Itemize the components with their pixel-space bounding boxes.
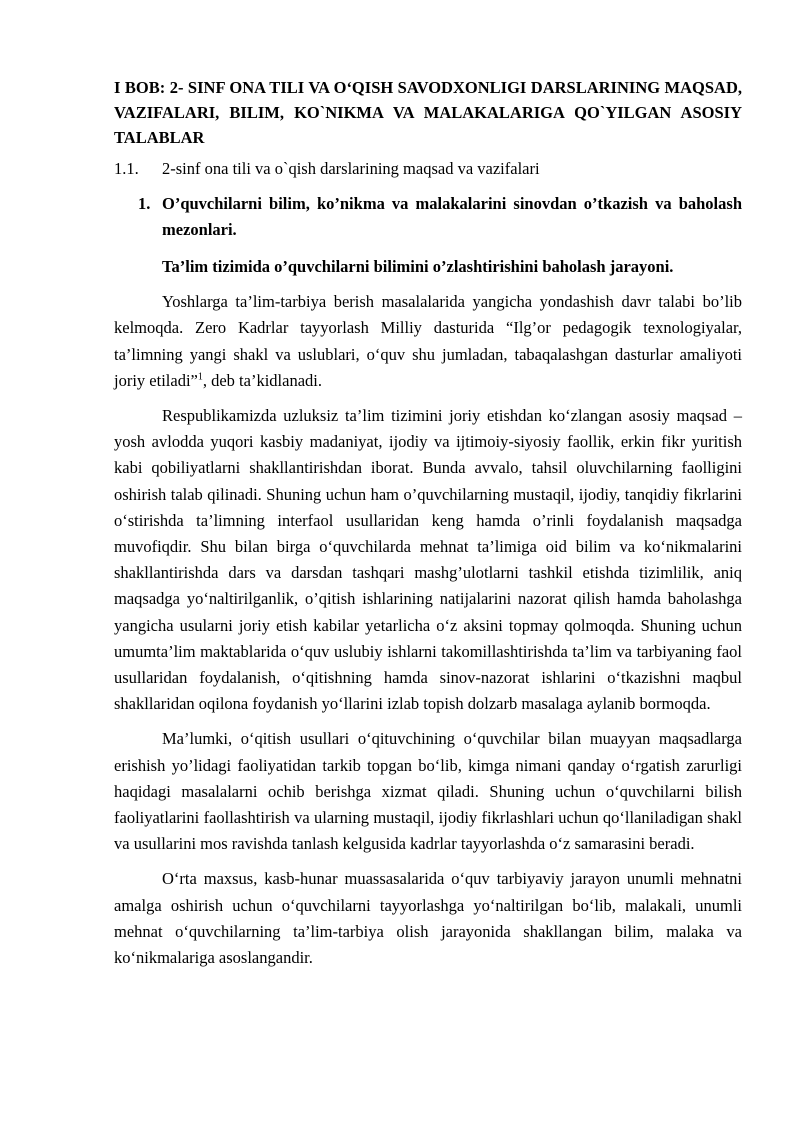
- paragraph-3: Ma’lumki, o‘qitish usullari o‘qituvchining o‘quvchilar bilan muayyan maqsadlarga erishish yo’lidagi faoliyatidan tarkib topgan bo‘lib, kimga nimani qanday o‘rgatish zarurligi haqidagi masalalarni ochib berishga xizmat qiladi. Shuning uchun o‘quvchilarni bilish faoliyatlarini faollashtirish va ularning mustaqil, ijodiy fikrlashlari uchun qo‘llaniladigan shakl va usullarini mos ravishda tanlash kelgusida kadrlar tayyorlashda o‘z samarasini beradi.: [114, 729, 742, 854]
- paragraph-1-text: Yoshlarga ta’lim-tarbiya berish masalalarida yangicha yondashish davr talabi bo’lib kelmoqda. Zero Kadrlar tayyorlash Milliy dasturida “Ilg’or pedagogik texnologiyalar, ta’limning yangi shakl va uslublari, o‘quv shu jumladan, tabaqalashgan dasturlar amaliyoti joriy etiladi”: [114, 292, 742, 390]
- paragraph-1-tail: , deb ta’kidlanadi.: [202, 370, 322, 390]
- subsection-heading: [114, 156, 742, 182]
- footnote-marker[interactable]: 1: [197, 371, 203, 383]
- subsection-title: 2-sinf ona tili va o`qish darslarining maqsad va vazifalari: [162, 159, 540, 179]
- paragraph-4: O‘rta maxsus, kasb-hunar muassasalarida o‘quv tarbiyaviy jarayon unumli mehnatni amalga oshirish uchun o‘quvchilarni tayyorlashga yo‘naltirilgan bo‘lib, malakali, unumli mehnat o‘quvchilarning ta’lim-tarbiya olish jarayonida shakllangan bilim, malaka va ko‘nikmalariga asoslangandir.: [114, 869, 742, 968]
- paragraph-2: Respublikamizda uzluksiz ta’lim tizimini joriy etishdan ko‘zlangan asosiy maqsad – yosh avlodda yuqori kasbiy madaniyat, ijodiy va ijtimoiy-siyosiy faollik, erkin fikr yuritish kabi qobiliyatlarni shakllantirishdan iborat. Bunda avvalo, tahsil oluvchilarning faolligini oshirish talab qilinadi. Shuning uchun ham o’quvchilarning mustaqil, ijodiy, tanqidiy fikrlarini o‘stirishda ta’limning interfaol usullaridan keng hamda o’rinli foydalanish maqsadga muvofiqdir. Shu bilan birga o‘quvchilarda mehnat ta’limiga oid bilim va ko‘nikmalarini shakllantirishda dars va darsdan tashqari mashg’ulotlarni tashkil etishda tizimlilik, aniq maqsadga yo‘naltirilganlik, o’qitish ishlarining natijalarini nazorat qilish hamda baholashga yangicha usularni joriy etish kabilar yetarlicha o‘z aksini topmay qolmoqda. Shuning uchun umumta’lim maktablarida o‘quv uslubiy ishlarni takomillashtirishda ta’lim va tarbiyaning faol usullaridan foydalanish, o‘qitishning hamda sinov-nazorat ishlarini o‘tkazishni maqbul shakllaridan oqilona foydanish yo‘llarini izlab topish dolzarb masalaga aylanib bormoqda.: [114, 406, 742, 714]
- numbered-heading-text: O’quvchilarni bilim, ko’nikma va malakalarini sinovdan o’tkazish va baholash mezonlari.: [162, 193, 742, 239]
- chapter-title: I BOB: 2- SINF ONA TILI VA O‘QISH SAVODXONLIGI DARSLARINING MAQSAD, VAZIFALARI, BILIM, KO`NIKMA VA MALAKALARIGA QO`YILGAN ASOSIY TALABLAR: [114, 78, 742, 147]
- paragraph-1: [114, 289, 742, 394]
- numbered-heading: [114, 191, 742, 243]
- numbered-heading-number: 1.: [138, 193, 151, 213]
- document-page: [114, 76, 742, 980]
- section-subheading: Ta’lim tizimida o’quvchilarni bilimini o’zlashtirishini baholash jarayoni.: [162, 257, 674, 276]
- subsection-number: 1.1.: [114, 159, 139, 179]
